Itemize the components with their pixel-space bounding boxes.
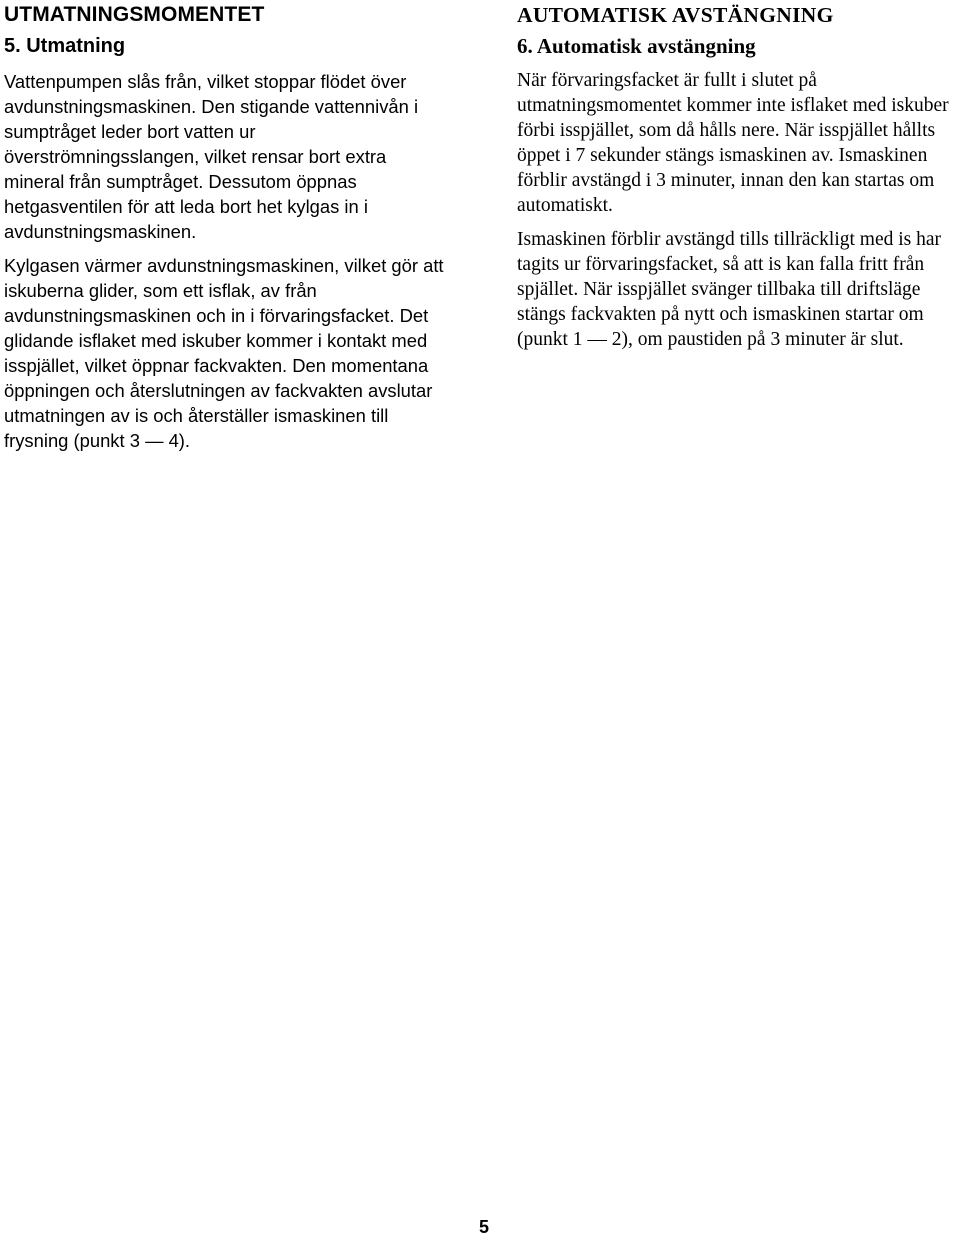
subheading-utmatning: 5. Utmatning	[4, 35, 126, 57]
paragraph-utmatning-2: Kylgasen värmer avdunstningsmaskinen, vilket gör att iskuberna glider, som ett isflak, av från avdunstningsmaskinen och in i förvaringsfacket. Det glidande isflaket med iskuber kommer i kontakt med isspjället, vilket öppnar fackvakten. Den momentana öppningen och återslutningen av fackvakten avslutar utmatningen av is och återställer ismaskinen till frysning (punkt 3 — 4).	[4, 255, 444, 451]
paragraph-avstangning-2: Ismaskinen förblir avstängd tills tillräckligt med is har tagits ur förvaringsfacket, så att is kan falla fritt från spjället. När isspjället svänger tillbaka till driftsläge stängs fackvakten på nytt och ismaskinen startar om (punkt 1 — 2), om paustiden på 3 minuter är slut.	[517, 229, 942, 350]
paragraph-avstangning-1: När förvaringsfacket är fullt i slutet på utmatningsmomentet kommer inte isflaket med iskuber förbi isspjället, som då hålls nere. När isspjället hållts öppet i 7 sekunder stängs ismaskinen av. Ismaskinen förblir avstängd i 3 minuter, innan den kan startas om automatiskt.	[517, 70, 949, 216]
paragraph-utmatning-1: Vattenpumpen slås från, vilket stoppar flödet över avdunstningsmaskinen. Den stigande vattennivån i sumptråget leder bort vatten ur överströmningsslangen, vilket rensar bort extra mineral från sumptråget. Dessutom öppnas hetgasventilen för att leda bort het kylgas in i avdunstningsmaskinen.	[4, 71, 419, 242]
subheading-automatisk-avstangning: 6. Automatisk avstängning	[517, 34, 756, 58]
right-column	[517, 0, 960, 361]
left-column	[4, 0, 450, 462]
section-heading-utmatningsmomentet: UTMATNINGSMOMENTET	[4, 3, 265, 26]
page-number: 5	[478, 1217, 489, 1237]
section-heading-automatisk-avstangning: AUTOMATISK AVSTÄNGNING	[517, 3, 834, 27]
